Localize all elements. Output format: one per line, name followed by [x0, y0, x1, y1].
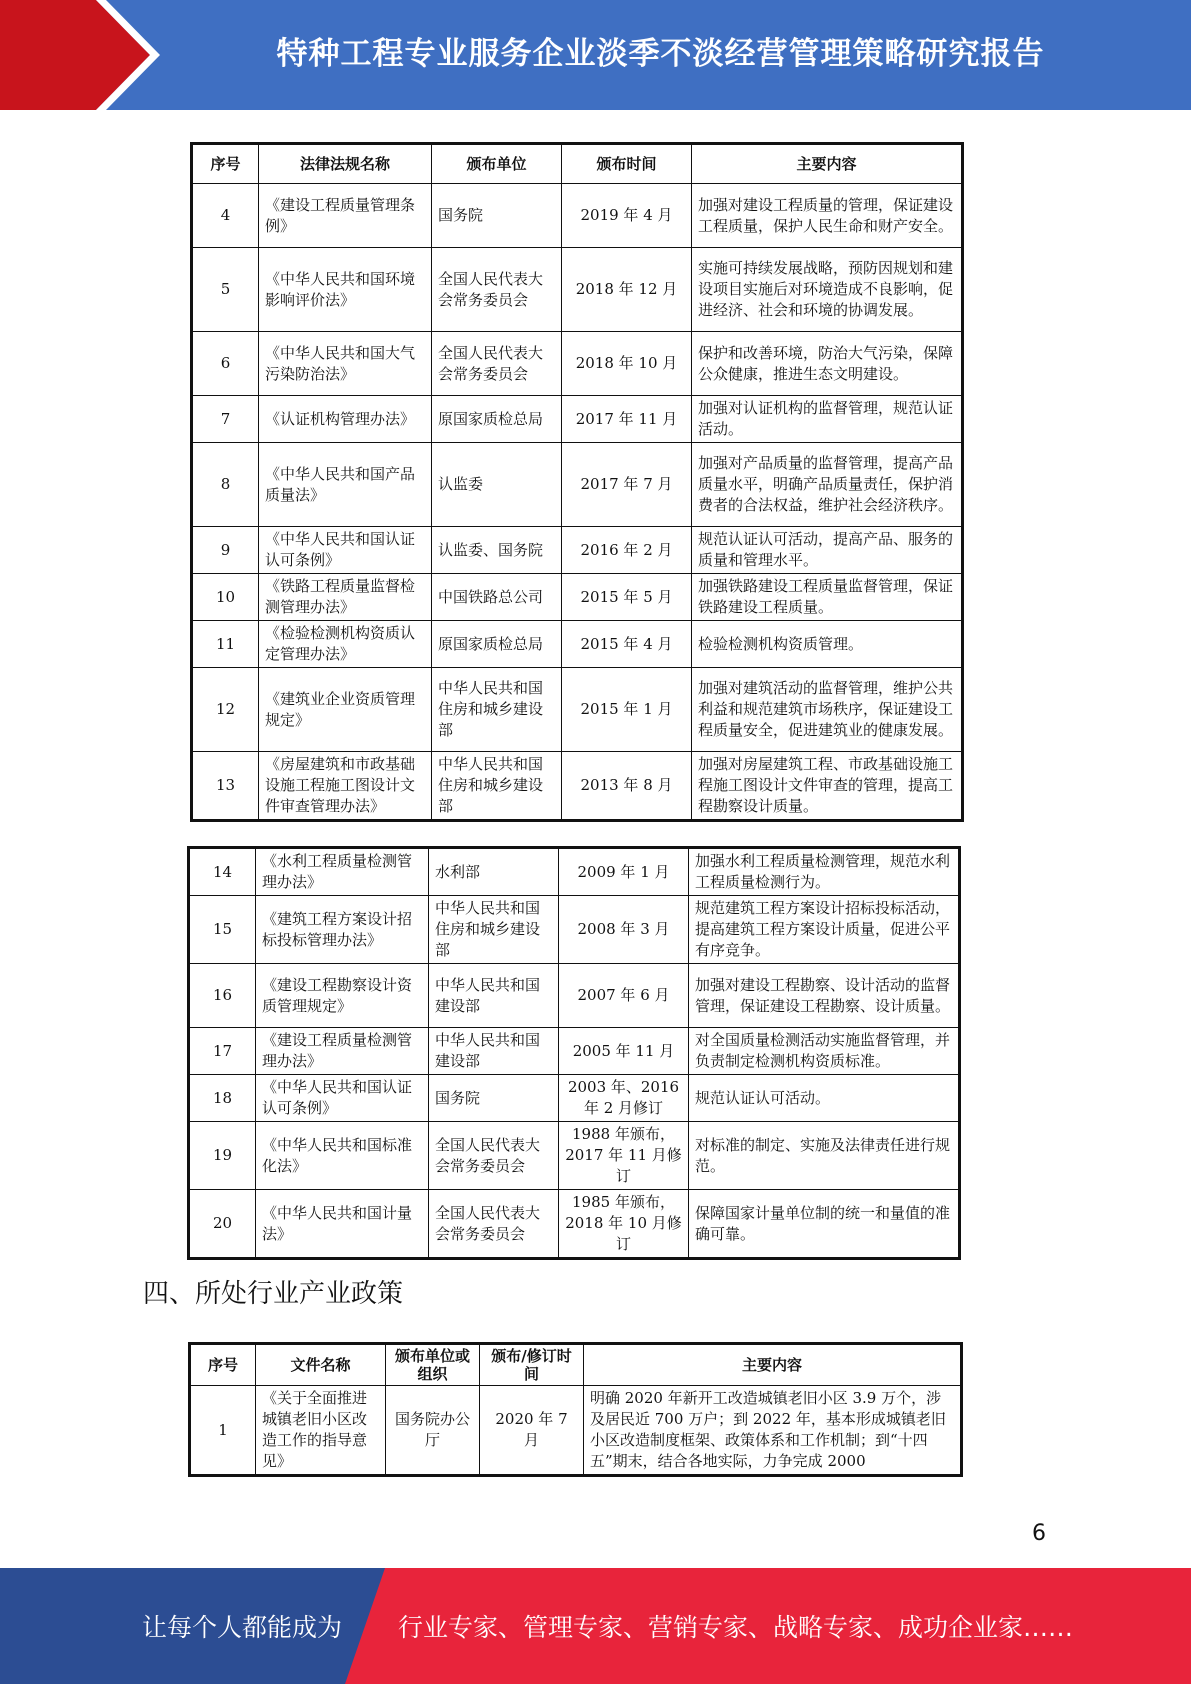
table-row — [192, 621, 963, 668]
table-header-row — [192, 144, 963, 184]
cell-issuer: 全国人民代表大会常务委员会 — [432, 248, 562, 332]
col-header-issuer: 颁布单位 — [432, 144, 562, 184]
cell-name: 《认证机构管理办法》 — [259, 396, 432, 443]
cell-name: 《铁路工程质量监督检测管理办法》 — [259, 574, 432, 621]
col-header-issuer: 颁布单位或组织 — [386, 1344, 480, 1386]
cell-index: 4 — [192, 184, 259, 248]
cell-content: 检验检测机构资质管理。 — [692, 621, 963, 668]
cell-content: 保护和改善环境，防治大气污染，保障公众健康，推进生态文明建设。 — [692, 332, 963, 396]
cell-name: 《关于全面推进城镇老旧小区改造工作的指导意见》 — [256, 1386, 386, 1476]
cell-issuer: 全国人民代表大会常务委员会 — [429, 1190, 559, 1259]
cell-issuer: 中华人民共和国建设部 — [429, 964, 559, 1028]
cell-name: 《建设工程勘察设计资质管理规定》 — [256, 964, 429, 1028]
cell-content: 实施可持续发展战略，预防因规划和建设项目实施后对环境造成不良影响，促进经济、社会和环境的协调发展。 — [692, 248, 963, 332]
policy-table — [188, 1342, 963, 1477]
col-header-index: 序号 — [190, 1344, 256, 1386]
cell-content: 加强对认证机构的监督管理，规范认证活动。 — [692, 396, 963, 443]
cell-name: 《检验检测机构资质认定管理办法》 — [259, 621, 432, 668]
cell-index: 7 — [192, 396, 259, 443]
table-row — [189, 896, 960, 964]
report-title: 特种工程专业服务企业淡季不淡经营管理策略研究报告 — [276, 36, 1045, 72]
cell-index: 8 — [192, 443, 259, 527]
table-row — [190, 1386, 962, 1476]
cell-name: 《中华人民共和国标准化法》 — [256, 1122, 429, 1190]
table-row — [192, 443, 963, 527]
table-row — [192, 527, 963, 574]
cell-date: 2018 年 12 月 — [562, 248, 692, 332]
table-row — [192, 668, 963, 752]
footer-slogan-left: 让每个人都能成为 — [142, 1613, 343, 1642]
cell-content: 加强铁路建设工程质量监督管理，保证铁路建设工程质量。 — [692, 574, 963, 621]
cell-index: 9 — [192, 527, 259, 574]
cell-date: 2015 年 1 月 — [562, 668, 692, 752]
cell-index: 5 — [192, 248, 259, 332]
cell-index: 16 — [189, 964, 256, 1028]
regulations-table-2 — [187, 846, 961, 1260]
table-row — [192, 752, 963, 821]
header-banner — [0, 0, 1191, 110]
table-row — [189, 964, 960, 1028]
cell-content: 对全国质量检测活动实施监督管理，并负责制定检测机构资质标准。 — [689, 1028, 960, 1075]
cell-issuer: 原国家质检总局 — [432, 621, 562, 668]
cell-date: 2017 年 11 月 — [562, 396, 692, 443]
cell-date: 2005 年 11 月 — [559, 1028, 689, 1075]
section-heading: 四、所处行业产业政策 — [143, 1279, 404, 1309]
cell-name: 《房屋建筑和市政基础设施工程施工图设计文件审查管理办法》 — [259, 752, 432, 821]
cell-name: 《建设工程质量管理条例》 — [259, 184, 432, 248]
cell-issuer: 全国人民代表大会常务委员会 — [429, 1122, 559, 1190]
cell-date: 2003 年、2016 年 2 月修订 — [559, 1075, 689, 1122]
cell-index: 6 — [192, 332, 259, 396]
cell-date: 2018 年 10 月 — [562, 332, 692, 396]
cell-content: 规范认证认可活动。 — [689, 1075, 960, 1122]
cell-index: 10 — [192, 574, 259, 621]
cell-issuer: 国务院 — [429, 1075, 559, 1122]
table-row — [189, 1122, 960, 1190]
cell-index: 11 — [192, 621, 259, 668]
regulations-table-1 — [190, 142, 964, 822]
cell-name: 《中华人民共和国认证认可条例》 — [259, 527, 432, 574]
cell-content: 对标准的制定、实施及法律责任进行规范。 — [689, 1122, 960, 1190]
cell-date: 2015 年 4 月 — [562, 621, 692, 668]
table-row — [189, 1028, 960, 1075]
cell-issuer: 中国铁路总公司 — [432, 574, 562, 621]
cell-index: 14 — [189, 848, 256, 896]
cell-issuer: 中华人民共和国住房和城乡建设部 — [432, 668, 562, 752]
col-header-date: 颁布/修订时间 — [480, 1344, 584, 1386]
cell-date: 1985 年颁布，2018 年 10 月修订 — [559, 1190, 689, 1259]
cell-index: 19 — [189, 1122, 256, 1190]
table-header-row — [190, 1344, 962, 1386]
cell-content: 加强水利工程质量检测管理，规范水利工程质量检测行为。 — [689, 848, 960, 896]
cell-name: 《中华人民共和国认证认可条例》 — [256, 1075, 429, 1122]
col-header-date: 颁布时间 — [562, 144, 692, 184]
cell-content: 加强对建筑活动的监督管理，维护公共利益和规范建筑市场秩序，保证建设工程质量安全，促进建筑业的健康发展。 — [692, 668, 963, 752]
cell-date: 2015 年 5 月 — [562, 574, 692, 621]
footer-slogan-right: 行业专家、管理专家、营销专家、战略专家、成功企业家…… — [398, 1613, 1074, 1642]
cell-date: 2008 年 3 月 — [559, 896, 689, 964]
cell-content: 加强对房屋建筑工程、市政基础设施工程施工图设计文件审查的管理，提高工程勘察设计质量。 — [692, 752, 963, 821]
cell-issuer: 认监委、国务院 — [432, 527, 562, 574]
cell-name: 《中华人民共和国大气污染防治法》 — [259, 332, 432, 396]
cell-issuer: 水利部 — [429, 848, 559, 896]
cell-name: 《中华人民共和国产品质量法》 — [259, 443, 432, 527]
cell-content: 规范建筑工程方案设计招标投标活动，提高建筑工程方案设计质量，促进公平有序竞争。 — [689, 896, 960, 964]
cell-index: 1 — [190, 1386, 256, 1476]
cell-name: 《建筑工程方案设计招标投标管理办法》 — [256, 896, 429, 964]
cell-index: 12 — [192, 668, 259, 752]
cell-index: 15 — [189, 896, 256, 964]
cell-index: 20 — [189, 1190, 256, 1259]
cell-content: 规范认证认可活动，提高产品、服务的质量和管理水平。 — [692, 527, 963, 574]
cell-name: 《建设工程质量检测管理办法》 — [256, 1028, 429, 1075]
cell-issuer: 国务院办公厅 — [386, 1386, 480, 1476]
cell-date: 2020 年 7 月 — [480, 1386, 584, 1476]
cell-name: 《中华人民共和国计量法》 — [256, 1190, 429, 1259]
footer-banner — [0, 1568, 1191, 1684]
table-row — [189, 848, 960, 896]
cell-date: 2017 年 7 月 — [562, 443, 692, 527]
cell-date: 2013 年 8 月 — [562, 752, 692, 821]
col-header-content: 主要内容 — [584, 1344, 962, 1386]
cell-date: 1988 年颁布，2017 年 11 月修订 — [559, 1122, 689, 1190]
cell-content: 保障国家计量单位制的统一和量值的准确可靠。 — [689, 1190, 960, 1259]
cell-index: 13 — [192, 752, 259, 821]
cell-issuer: 中华人民共和国住房和城乡建设部 — [429, 896, 559, 964]
col-header-content: 主要内容 — [692, 144, 963, 184]
cell-date: 2007 年 6 月 — [559, 964, 689, 1028]
cell-date: 2016 年 2 月 — [562, 527, 692, 574]
cell-issuer: 中华人民共和国住房和城乡建设部 — [432, 752, 562, 821]
cell-issuer: 原国家质检总局 — [432, 396, 562, 443]
col-header-name: 法律法规名称 — [259, 144, 432, 184]
cell-content: 加强对产品质量的监督管理，提高产品质量水平，明确产品质量责任，保护消费者的合法权益，维护社会经济秩序。 — [692, 443, 963, 527]
table-row — [189, 1190, 960, 1259]
table-row — [192, 396, 963, 443]
cell-date: 2009 年 1 月 — [559, 848, 689, 896]
cell-name: 《水利工程质量检测管理办法》 — [256, 848, 429, 896]
cell-name: 《中华人民共和国环境影响评价法》 — [259, 248, 432, 332]
cell-name: 《建筑业企业资质管理规定》 — [259, 668, 432, 752]
header-red-arrow — [0, 0, 150, 110]
cell-content: 加强对建设工程勘察、设计活动的监督管理，保证建设工程勘察、设计质量。 — [689, 964, 960, 1028]
table-row — [192, 184, 963, 248]
cell-issuer: 中华人民共和国建设部 — [429, 1028, 559, 1075]
table-row — [192, 574, 963, 621]
table-row — [192, 332, 963, 396]
cell-issuer: 认监委 — [432, 443, 562, 527]
cell-index: 17 — [189, 1028, 256, 1075]
page-number: 6 — [1032, 1521, 1046, 1546]
cell-content: 明确 2020 年新开工改造城镇老旧小区 3.9 万个，涉及居民近 700 万户；到 2022 年，基本形成城镇老旧小区改造制度框架、政策体系和工作机制；到“十四五”期末，结合各地实际，力争完成 2000 — [584, 1386, 962, 1476]
cell-issuer: 全国人民代表大会常务委员会 — [432, 332, 562, 396]
table-row — [189, 1075, 960, 1122]
table-row — [192, 248, 963, 332]
col-header-doc-name: 文件名称 — [256, 1344, 386, 1386]
cell-content: 加强对建设工程质量的管理，保证建设工程质量，保护人民生命和财产安全。 — [692, 184, 963, 248]
cell-issuer: 国务院 — [432, 184, 562, 248]
cell-index: 18 — [189, 1075, 256, 1122]
cell-date: 2019 年 4 月 — [562, 184, 692, 248]
col-header-index: 序号 — [192, 144, 259, 184]
